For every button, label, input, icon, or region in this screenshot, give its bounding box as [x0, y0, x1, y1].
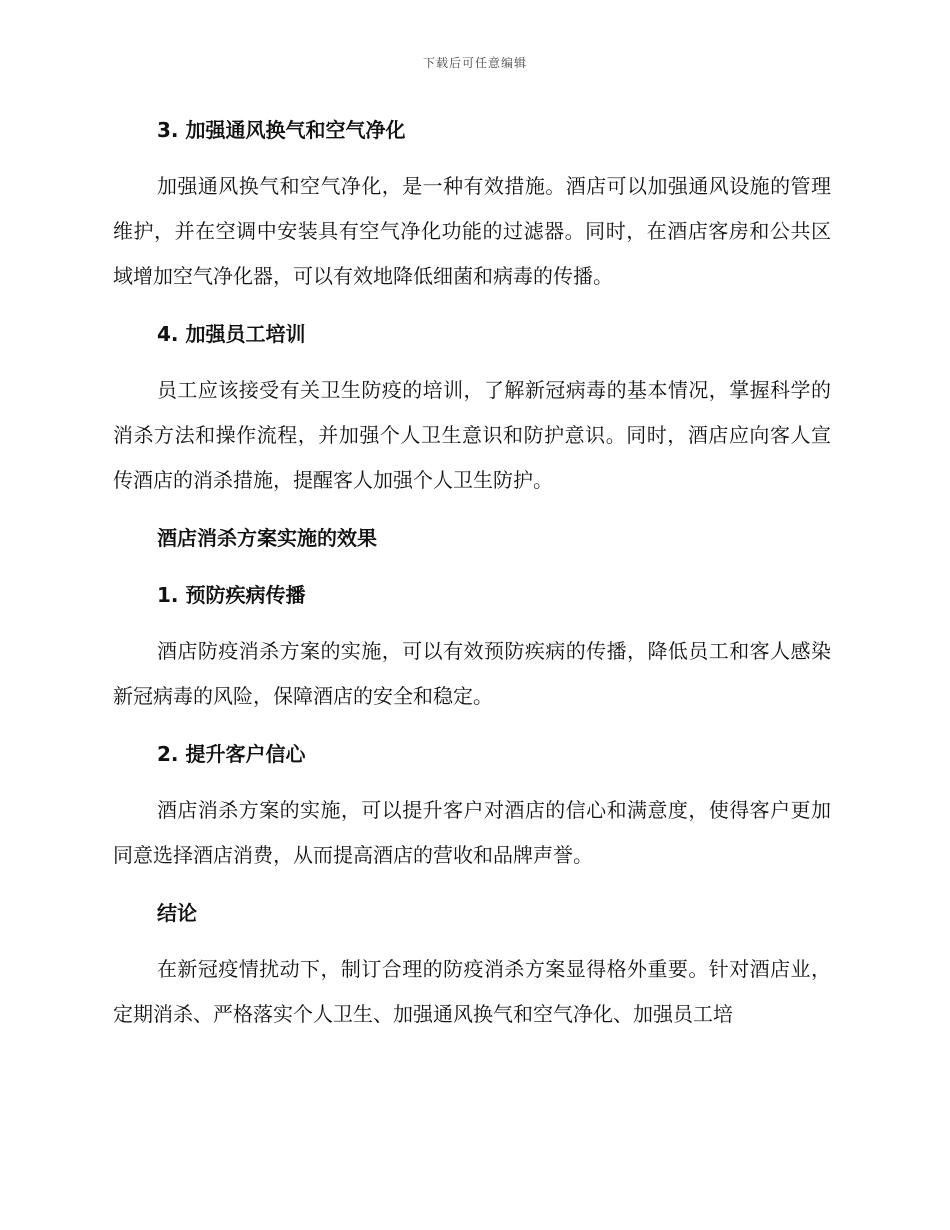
- section-heading-effects: 酒店消杀方案实施的效果: [157, 526, 377, 550]
- section-heading-prevent-disease: 1. 预防疾病传播: [157, 583, 306, 607]
- section-heading-staff-training: 4. 加强员工培训: [157, 322, 306, 346]
- paragraph-staff-training: 员工应该接受有关卫生防疫的培训，了解新冠病毒的基本情况，掌握科学的消杀方法和操作流程，并加强个人卫生意识和防护意识。同时，酒店应向客人宣传酒店的消杀措施，提醒客人加强个人卫生防护。: [113, 378, 831, 492]
- section-heading-conclusion: 结论: [157, 901, 197, 925]
- section-heading-customer-confidence: 2. 提升客户信心: [157, 742, 306, 766]
- page-header-note: 下载后可任意编辑: [422, 56, 527, 70]
- section-heading-ventilation: 3. 加强通风换气和空气净化: [157, 118, 406, 142]
- paragraph-ventilation: 加强通风换气和空气净化，是一种有效措施。酒店可以加强通风设施的管理维护，并在空调中安装具有空气净化功能的过滤器。同时，在酒店客房和公共区域增加空气净化器，可以有效地降低细菌和病毒的传播。: [113, 174, 831, 288]
- document-body: [113, 110, 831, 1037]
- paragraph-customer-confidence: 酒店消杀方案的实施，可以提升客户对酒店的信心和满意度，使得客户更加同意选择酒店消费，从而提高酒店的营收和品牌声誉。: [113, 798, 831, 867]
- paragraph-conclusion: 在新冠疫情扰动下，制订合理的防疫消杀方案显得格外重要。针对酒店业，定期消杀、严格落实个人卫生、加强通风换气和空气净化、加强员工培: [113, 957, 831, 1026]
- paragraph-prevent-disease: 酒店防疫消杀方案的实施，可以有效预防疾病的传播，降低员工和客人感染新冠病毒的风险，保障酒店的安全和稳定。: [113, 639, 831, 708]
